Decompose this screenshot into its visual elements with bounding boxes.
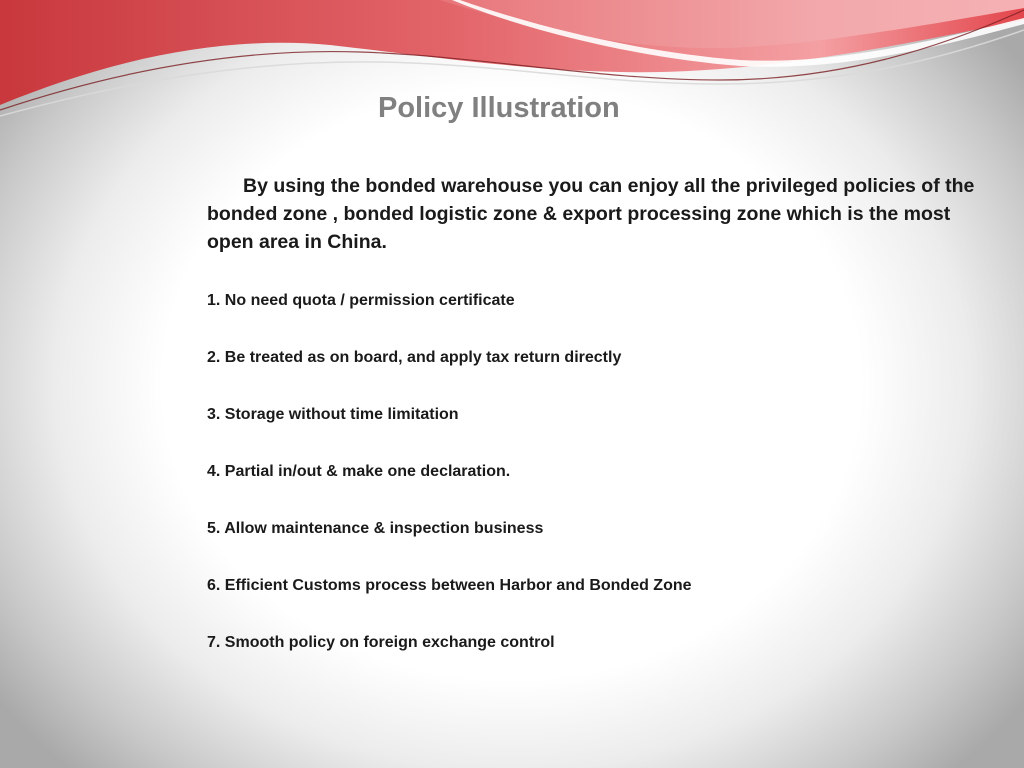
policy-item: 2. Be treated as on board, and apply tax return directly — [207, 349, 622, 366]
policy-item: 4. Partial in/out & make one declaration. — [207, 463, 511, 480]
policy-item: 7. Smooth policy on foreign exchange control — [207, 634, 555, 651]
page-title: Policy Illustration — [378, 92, 620, 124]
policy-item: 1. No need quota / permission certificate — [207, 292, 515, 309]
policy-item: 5. Allow maintenance & inspection business — [207, 520, 544, 537]
policy-list — [207, 290, 692, 689]
policy-item: 6. Efficient Customs process between Harbor and Bonded Zone — [207, 577, 692, 594]
policy-item: 3. Storage without time limitation — [207, 406, 459, 423]
intro-paragraph: By using the bonded warehouse you can enjoy all the privileged policies of the bonded zone , bonded logistic zone & export processing zone which is the most open area in China. — [207, 175, 975, 253]
